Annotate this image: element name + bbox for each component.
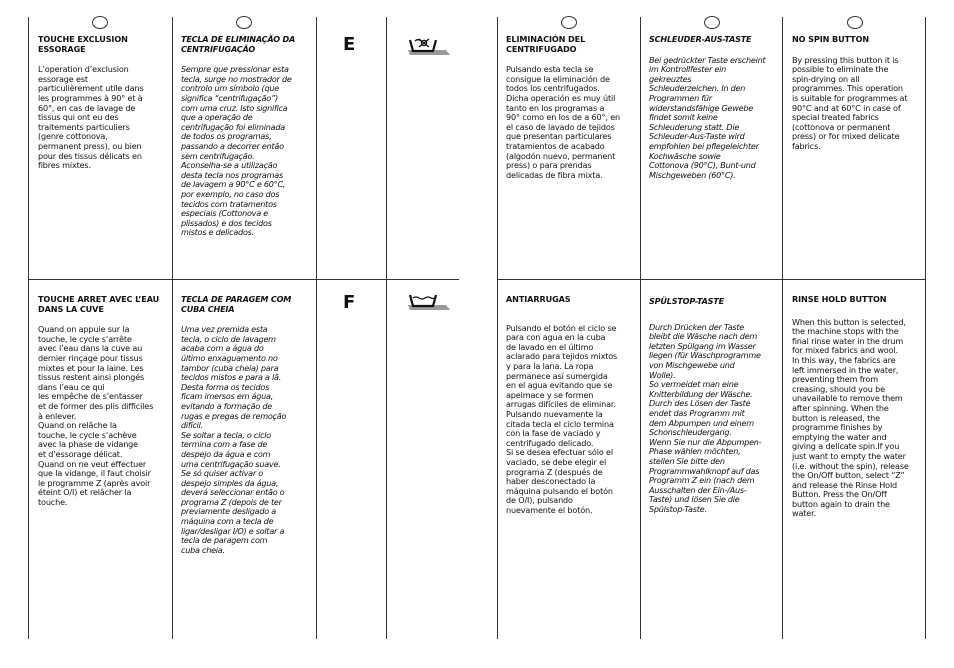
section-title: SPÜLSTOP-TASTE <box>649 296 724 306</box>
section-letter-f: F <box>343 292 356 313</box>
section-title: NO SPIN BUTTON <box>792 34 870 44</box>
section-title: RINSE HOLD BUTTON <box>792 294 887 304</box>
section-text: Sempre que pressionar esta tecla, surge no mostrador de controlo um símbolo (que significa “centrifugação”) com uma cruz. Isto significa que a operação de centrifugação foi eliminada de todos os programas, passando a decorrer então sem centrifugação. Aconselha-se a utilização desta tecla nos programas de lavagem a 90°C e 60°C, por exemplo, no caso dos tecidos com tratamentos especiais (Cottonova e plissados) e dos tecidos mistos e delicados. <box>181 64 292 238</box>
section-text: Durch Drücken der Taste bleibt die Wäsche nach dem letzten Spülgang im Wasser liegen (für Waschprogramme von Mischgewebe und Wolle). So vermeidet man eine Knitterbildung der Wäsche. Durch des Lösen der Taste endet das Programm mit dem Abpumpen und einem Schonschleudergang. Wenn Sie nur die Abpumpen- Phase wählen möchten, stellen Sie bitte den Programmwahlknopf auf das Programm Z ein (nach dem Ausschalten der Ein-/Aus- Taste) und lösen Sie die Spülstop-Taste. <box>649 321 762 514</box>
binder-hole <box>236 16 252 29</box>
column-divider <box>172 17 173 639</box>
section-text: By pressing this button it is possible to eliminate the spin-drying on all programmes. This operation is suitable for programmes at 90°C and at 60°C in case of special treated fabrics (cottonova or permanent press) or for mixed delicate fabrics. <box>792 54 908 151</box>
section-text: When this button is selected, the machine stops with the final rinse water in the drum for mixed fabrics and wool. In this way, the fabrics are left immersed in the water, preventing them from creasing, should you be unavailable to remove them after spinning. When the button is released, the programme finishes by emptying the water and giving a delicate spin.If you just want to empty the water (i.e. without the spin), release the On/Off button, select “Z” and release the Rinse Hold Button. Press the On/Off button again to drain the water. <box>792 316 909 519</box>
pt-rinse-hold-section <box>181 295 313 555</box>
binder-hole <box>704 16 720 29</box>
binder-hole <box>847 16 863 29</box>
rinse-hold-tub-icon <box>404 292 452 318</box>
section-title: TOUCHE ARRET AVEC L’EAU DANS LA CUVE <box>38 294 160 314</box>
es-rinse-hold-section <box>506 295 636 515</box>
column-divider <box>386 17 387 639</box>
column-divider <box>497 17 498 639</box>
section-title: TECLA DE ELIMINAÇÃO DA CENTRIFUGAÇÃO <box>181 34 296 54</box>
column-divider <box>28 17 29 639</box>
binder-hole <box>561 16 577 29</box>
row-divider <box>497 279 925 280</box>
section-text: Uma vez premida esta tecla, o ciclo de lavagem acaba com a água do último enxaguamento no tambor (cuba cheia) para tecidos mistos e para a lã. Desta forma os tecidos ficam imersos em água, evitando a formação de rugas e pregas de remoção difícil. Se soltar a tecla, o ciclo termina com a fase de despejo da água e com uma centrifugação suave. Se só quiser activar o despejo simples da água, deverá seleccionar então o programa Z (depois de ter previamente desligado a máquina com a tecla de ligar/desligar I/O) e soltar a tecla de paragem com cuba cheia. <box>181 324 287 555</box>
section-title: SCHLEUDER-AUS-TASTE <box>649 34 752 44</box>
no-spin-tub-icon <box>404 35 452 63</box>
binder-hole <box>92 16 108 29</box>
section-title: ELIMINACIÓN DEL CENTRIFUGADO <box>506 34 586 54</box>
en-rinse-hold-section <box>792 295 922 519</box>
section-title: TOUCHE EXCLUSION ESSORAGE <box>38 34 128 54</box>
section-text: Quand on appuie sur la touche, le cycle s’arrête avec l’eau dans la cuve au dernier rinçage pour tissus mixtes et pour la laine. Les tissus restent ainsi plongés dans l’eau ce qui les empêche de s’entasser et de former des plis difficiles à enlever. Quand on relâche la touche, le cycle s’achève avec la phase de vidange et d’essorage délicat. Quand on ne veut effectuer que la vidange, il faut choisir le programme Z (après avoir éteint O/I) et relâcher la touche. <box>38 324 154 507</box>
column-divider <box>316 17 317 639</box>
fr-rinse-hold-section <box>38 295 168 507</box>
section-title: ANTIARRUGAS <box>506 294 571 304</box>
pt-no-spin-section <box>181 35 313 238</box>
column-divider <box>925 17 926 639</box>
row-divider <box>28 279 459 280</box>
de-rinse-hold-section <box>649 297 783 514</box>
de-no-spin-section <box>649 35 781 180</box>
en-no-spin-section <box>792 35 922 152</box>
column-divider <box>640 17 641 639</box>
section-text: Pulsando esta tecla se consigue la eliminación de todos los centrifugados. Dicha operación es muy útil tanto en los programas a 90° como en los de a 60°, en el caso de lavado de tejidos que presentan particulares tratamientos de acabado (algodón nuevo, permanent press) o para prendas delicadas de fibra mixta. <box>506 64 621 180</box>
fr-no-spin-section <box>38 35 168 171</box>
section-title: TECLA DE PARAGEM COM CUBA CHEIA <box>181 294 292 314</box>
section-letter-e: E <box>343 34 356 55</box>
es-no-spin-section <box>506 35 636 180</box>
section-text: Bei gedrückter Taste erscheint im Kontrollfester ein gekreuztes Schleuderzeichen. In den Programmen für widerstandsfähige Gewebe findet somit keine Schleuderung statt. Die Schleuder-Aus-Taste wird empfohlen bei pflegeleichter Kochwäsche sowie Cottonova (90°C), Bunt-und Mischgeweben (60°C). <box>649 54 766 180</box>
section-text: L’operation d’exclusion essorage est particulièrement utile dans les programmes à 90° et à 60°, en cas de lavage de tissus qui ont eu des traitements particuliers (genre cottonova, permanent press), ou bien pour des tissus délicats en fibres mixtes. <box>38 64 144 171</box>
section-text: Pulsando el botón el ciclo se para con agua en la cuba de lavado en el último aclarado para tejidos mixtos y para la lana. La ropa permanece así sumergida en el agua evitando que se apelmace y se formen arrugas difíciles de eliminar. Pulsando nuevamente la citada tecla el ciclo termina con la fase de vaciado y centrifugado delicado. Si se desea efectuar sólo el vaciado, se debe elegir el programa Z (después de haber desconectado la máquina pulsando el botón de O/I), pulsando nuevamente el botón. <box>506 322 618 515</box>
